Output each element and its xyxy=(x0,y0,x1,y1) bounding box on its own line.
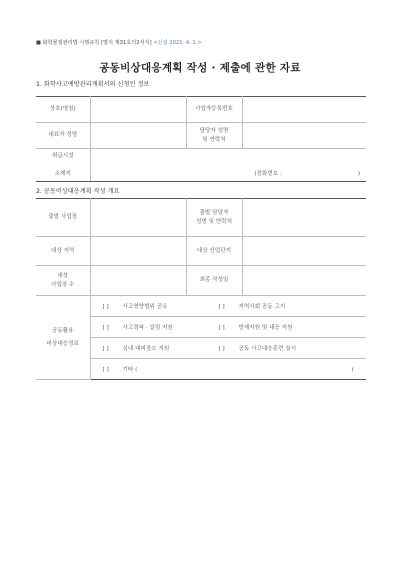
target-sites-label-line1: 대상 xyxy=(57,272,69,279)
document-title: 공동비상대응계획 작성 · 제출에 관한 자료 xyxy=(99,62,301,74)
phone-number-label: (전화번호 : xyxy=(254,171,282,177)
representative-name-label: 대표자 성명 xyxy=(36,123,90,149)
option-label: 사고영향범위 공유 xyxy=(122,304,168,310)
contact-person-label xyxy=(186,123,242,149)
option-checkbox[interactable]: [ ] xyxy=(102,304,109,310)
submitting-site-field[interactable] xyxy=(90,199,186,237)
joint-option-row xyxy=(90,317,366,338)
facility-address-field[interactable] xyxy=(90,149,366,182)
target-complex-label: 대상 산업단지 xyxy=(186,237,242,266)
joint-info-label-line2: 비상대응정보 xyxy=(46,340,79,347)
phone-number-close: ) xyxy=(357,171,360,177)
target-area-label: 대상 지역 xyxy=(36,237,90,266)
contact-person-label-line1: 담당자 성명 xyxy=(199,127,229,134)
target-sites-label xyxy=(36,266,90,296)
facility-address-label-line1: 취급시설 xyxy=(51,152,74,159)
target-sites-field[interactable] xyxy=(90,266,186,296)
final-date-field[interactable] xyxy=(242,266,366,296)
option-checkbox[interactable]: [ ] xyxy=(218,304,225,310)
section2-heading: 2. 공동비상대응계획 작성 개요 xyxy=(36,188,120,195)
plan-overview-table xyxy=(36,198,366,380)
option-label: 지역사회 공동 고지 xyxy=(238,304,286,310)
option-checkbox[interactable]: [ ] xyxy=(102,325,109,331)
target-area-field[interactable] xyxy=(90,237,186,266)
submitting-contact-label-line2: 성명 및 연락처 xyxy=(196,218,232,225)
added-date-note: <신설 2021. 4. 1.> xyxy=(153,40,202,46)
final-date-label: 최종 작성일 xyxy=(186,266,242,296)
etc-close: ) xyxy=(351,367,354,373)
target-complex-field[interactable] xyxy=(242,237,366,266)
business-name-field[interactable] xyxy=(90,97,186,123)
joint-option-row-etc xyxy=(90,359,366,380)
joint-info-label xyxy=(36,296,90,380)
option-label: 실내 대피장소 지원 xyxy=(122,346,170,352)
option-label: 공동 사고대응훈련 실시 xyxy=(238,346,297,352)
form-reference-text: ■ 화학물질관리법 시행규칙 [별지 제31호의2서식] xyxy=(36,40,152,46)
applicant-info-table xyxy=(36,96,366,182)
form-reference-note xyxy=(36,39,202,46)
submitting-contact-field[interactable] xyxy=(242,199,366,237)
option-label: 방재자원 및 대응 지원 xyxy=(238,325,293,331)
joint-info-label-line1: 공동활용 xyxy=(51,327,74,334)
business-name-label: 상호(명칭) xyxy=(36,97,90,123)
contact-person-label-line2: 및 연락처 xyxy=(202,136,226,143)
submitting-contact-label xyxy=(186,199,242,237)
target-sites-label-line2: 사업장 수 xyxy=(51,281,75,288)
etc-label: 기타 ( xyxy=(122,367,138,373)
submitting-site-label: 출발 사업장 xyxy=(36,199,90,237)
phone-number-field[interactable] xyxy=(254,169,360,177)
representative-name-field[interactable] xyxy=(90,123,186,149)
submitting-contact-label-line1: 출발 담당자 xyxy=(199,209,229,216)
option-checkbox[interactable]: [ ] xyxy=(102,367,109,373)
registration-number-label: 사업자등록번호 xyxy=(186,97,242,123)
option-checkbox[interactable]: [ ] xyxy=(218,346,225,352)
contact-person-field[interactable] xyxy=(242,123,366,149)
option-label: 사고경파 · 알림 지원 xyxy=(122,325,173,331)
joint-option-row xyxy=(90,296,366,317)
facility-address-label xyxy=(36,149,90,182)
registration-number-field[interactable] xyxy=(242,97,366,123)
option-checkbox[interactable]: [ ] xyxy=(218,325,225,331)
facility-address-label-line2: 소재지 xyxy=(54,170,71,177)
option-checkbox[interactable]: [ ] xyxy=(102,346,109,352)
section1-heading: 1. 화학사고예방관리계획서의 신청인 정보 xyxy=(36,81,150,88)
joint-option-row xyxy=(90,338,366,359)
